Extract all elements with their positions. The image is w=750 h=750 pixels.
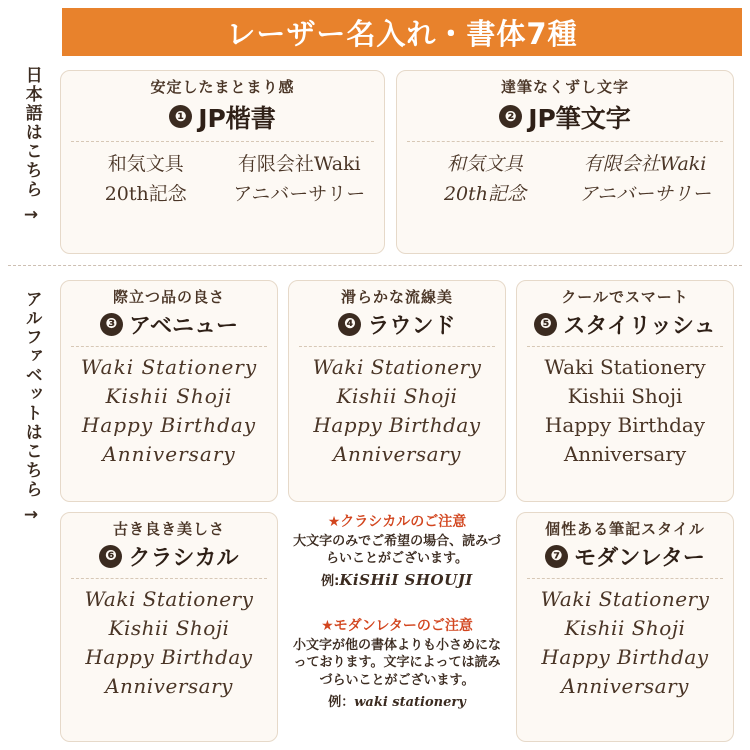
sample-text: 20th記念: [443, 183, 527, 205]
header-banner: [62, 8, 742, 56]
sample-text: Kishii Shoji: [108, 615, 230, 640]
note-example-label: 例：: [328, 695, 355, 711]
font-samples: [67, 351, 271, 469]
font-title: [523, 309, 727, 340]
note-modern-letter: [288, 618, 506, 710]
font-title: [67, 309, 271, 340]
font-number-badge: ❹: [338, 313, 361, 336]
font-card-1: [60, 70, 385, 254]
font-title: [523, 541, 727, 572]
font-card-3: [60, 280, 278, 502]
rail-label-alphabet: [8, 290, 54, 720]
sample-text: Happy Birthday: [81, 412, 257, 437]
note-example-label: 例:: [321, 573, 340, 589]
font-samples: [67, 583, 271, 701]
sample-text: 20th記念: [104, 183, 187, 205]
sample-text: Anniversary: [102, 441, 236, 466]
note-heading: ★モダンレターのご注意: [321, 618, 473, 634]
card-divider: [71, 578, 267, 579]
font-subtitle: 達筆なくずし文字: [500, 78, 629, 96]
sample-text: Kishii Shoji: [567, 383, 683, 408]
note-example-sample: waki stationery: [354, 695, 466, 711]
sample-text: Happy Birthday: [85, 644, 253, 669]
sample-text: Happy Birthday: [541, 644, 709, 669]
card-divider: [407, 141, 723, 142]
font-name: アベニュー: [128, 313, 239, 339]
font-samples: [403, 146, 727, 211]
sample-text: Waki Stationery: [80, 354, 258, 379]
font-subtitle: クールでスマート: [561, 288, 689, 306]
note-body: 小文字が他の書体よりも小さめになっております。文字によっては読みづらいことがございます。: [292, 637, 501, 688]
font-name: モダンレター: [574, 545, 705, 571]
card-divider: [71, 141, 374, 142]
font-card-2: [396, 70, 734, 254]
font-subtitle: 個性ある筆記スタイル: [545, 520, 705, 538]
font-name: スタイリッシュ: [563, 313, 716, 339]
rail-arrow-japanese: →: [23, 205, 39, 225]
font-number-badge: ❶: [169, 105, 192, 128]
font-number-badge: ❺: [534, 313, 557, 336]
font-number-badge: ❻: [99, 545, 122, 568]
font-subtitle: 滑らかな流線美: [340, 288, 453, 306]
font-title: [403, 99, 727, 135]
sample-text: アニバーサリー: [578, 183, 712, 205]
font-samples: [295, 351, 499, 469]
font-card-7: [516, 512, 734, 742]
note-classical: [288, 514, 506, 589]
card-divider: [527, 578, 723, 579]
note-body: 大文字のみでご希望の場合、読みづらいことがございます。: [293, 533, 501, 567]
sample-text: Waki Stationery: [84, 586, 254, 611]
page-title: レーザー名入れ・書体7種: [226, 16, 578, 51]
section-divider: [8, 265, 742, 266]
font-title: [67, 99, 378, 135]
sample-text: Kishii Shoji: [105, 383, 233, 408]
font-title: [67, 541, 271, 572]
font-subtitle: 際立つ品の良さ: [112, 288, 225, 306]
card-divider: [299, 346, 495, 347]
sample-text: 有限会社Waki: [237, 152, 361, 175]
note-example: [288, 570, 506, 589]
font-card-5: [516, 280, 734, 502]
font-subtitle: 古き良き美しさ: [112, 520, 225, 538]
sample-text: 和気文具: [446, 152, 523, 175]
card-divider: [527, 346, 723, 347]
sample-text: Anniversary: [561, 673, 689, 698]
font-name: クラシカル: [128, 545, 239, 571]
sample-text: 有限会社Waki: [583, 152, 707, 175]
font-number-badge: ❷: [499, 105, 522, 128]
font-samples: [523, 583, 727, 701]
rail-label-japanese: [8, 66, 54, 256]
font-card-6: [60, 512, 278, 742]
rail-arrow-alphabet: →: [23, 505, 39, 525]
font-name: JP筆文字: [528, 103, 631, 133]
sample-text: Kishii Shoji: [564, 615, 686, 640]
note-example-sample: KiSHiI SHOUJI: [339, 570, 473, 589]
sample-text: Happy Birthday: [313, 412, 481, 437]
sample-text: 和気文具: [107, 152, 184, 175]
font-name: JP楷書: [198, 103, 276, 133]
font-card-4: [288, 280, 506, 502]
font-samples: [523, 351, 727, 469]
sample-text: Happy Birthday: [544, 412, 706, 437]
note-example: [288, 691, 506, 710]
sample-text: Anniversary: [333, 441, 461, 466]
sample-text: Waki Stationery: [312, 354, 482, 379]
font-title: [295, 309, 499, 340]
font-number-badge: ❼: [545, 545, 568, 568]
rail-label-alphabet-text: アルファベットはこちら: [21, 290, 42, 499]
font-samples: [67, 146, 378, 211]
sample-text: Waki Stationery: [544, 354, 706, 379]
sample-text: アニバーサリー: [233, 183, 366, 205]
sample-text: Anniversary: [563, 441, 687, 466]
font-subtitle: 安定したまとまり感: [150, 78, 295, 96]
font-name: ラウンド: [367, 313, 456, 339]
sample-text: Anniversary: [105, 673, 233, 698]
font-number-badge: ❸: [100, 313, 123, 336]
card-divider: [71, 346, 267, 347]
sample-text: Waki Stationery: [540, 586, 710, 611]
note-heading: ★クラシカルのご注意: [327, 514, 467, 530]
rail-label-japanese-text: 日本語はこちら: [21, 66, 42, 199]
sample-text: Kishii Shoji: [336, 383, 458, 408]
